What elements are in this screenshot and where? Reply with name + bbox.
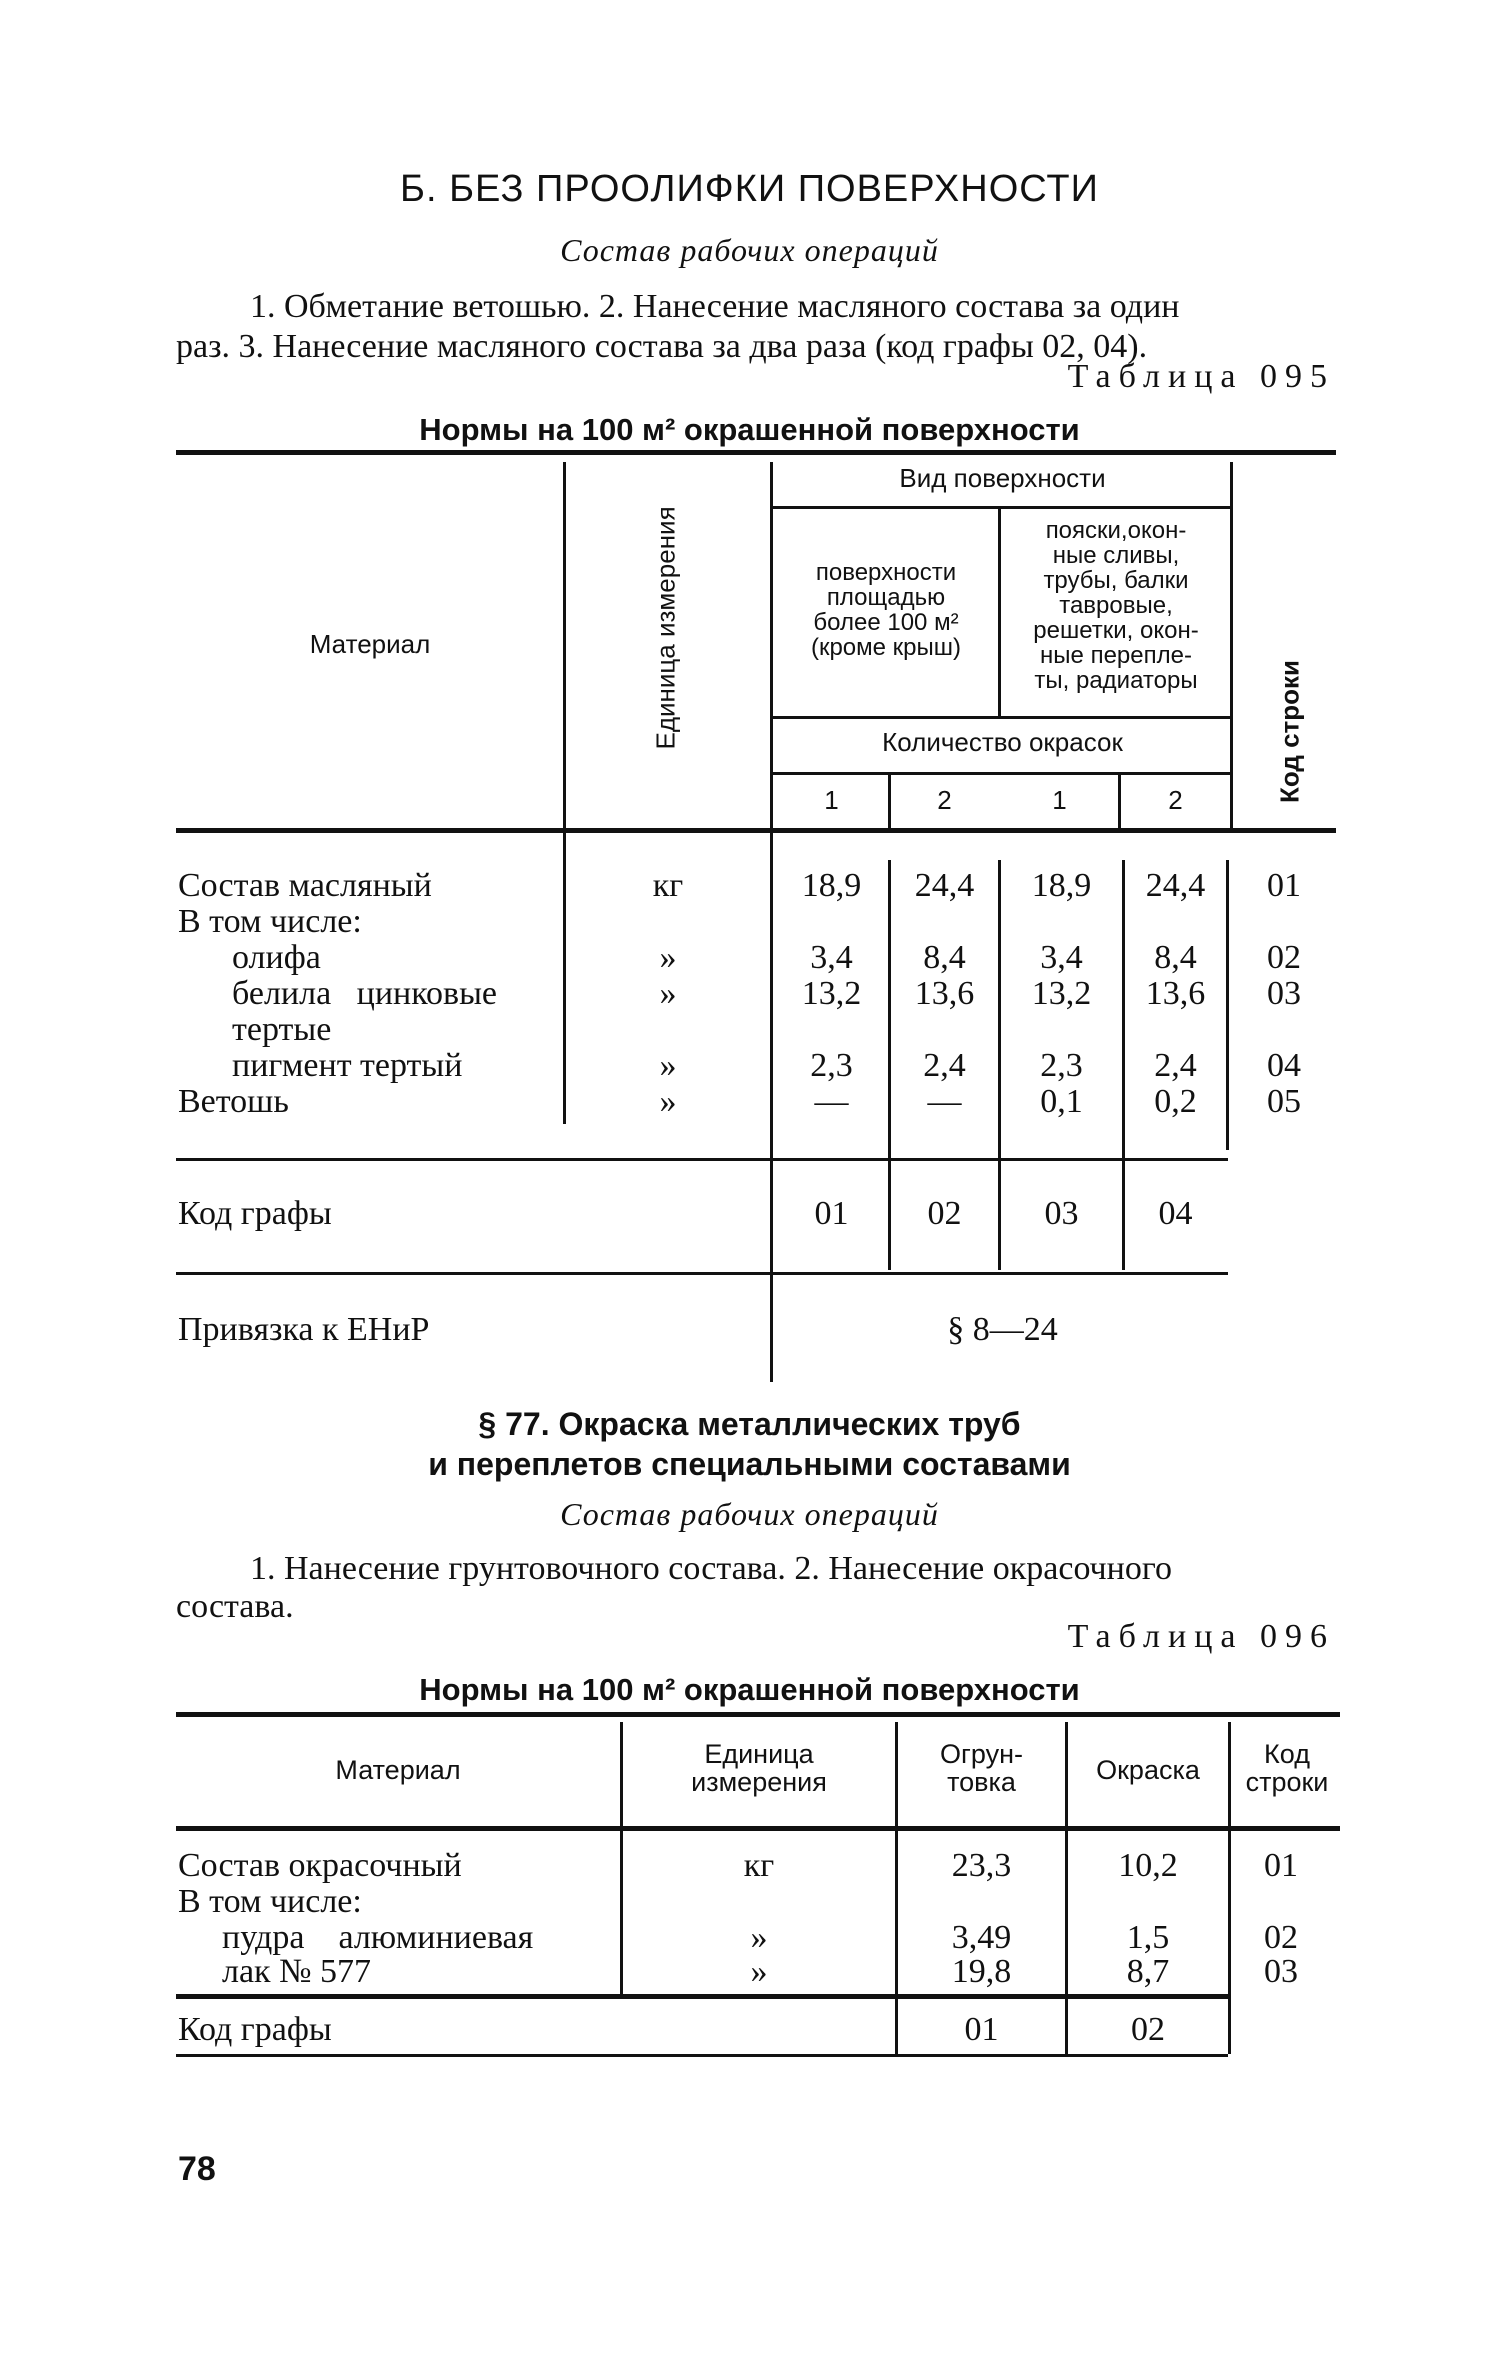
header-coat-b2: 2 bbox=[1168, 785, 1183, 815]
section-77-operations-heading: Состав рабочих операций bbox=[560, 1496, 939, 1532]
header-material: Материал bbox=[309, 629, 431, 659]
operations-text-line1: 1. Обметание ветошью. 2. Нанесение масляного состава за один bbox=[250, 288, 1180, 325]
header-surface-large: поверхности площадью более 100 м² (кроме крыш) bbox=[810, 559, 962, 661]
header-coat-a2: 2 bbox=[937, 785, 952, 815]
header-unit: Единица измерения bbox=[650, 506, 681, 750]
section-77-title: § 77. Окраска металлических труб и переплетов специальными составами bbox=[428, 1406, 1071, 1482]
header-surface-type: Вид поверхности bbox=[899, 463, 1106, 493]
header-row-code: Код строки bbox=[1245, 1739, 1329, 1797]
operations-heading: Состав рабочих операций bbox=[560, 232, 939, 268]
header-coat-a1: 1 bbox=[824, 785, 839, 815]
header-unit: Единица измерения bbox=[691, 1739, 827, 1797]
header-priming: Огрун- товка bbox=[940, 1739, 1023, 1797]
section-title: Б. БЕЗ ПРООЛИФКИ ПОВЕРХНОСТИ bbox=[400, 168, 1099, 210]
header-surface-small-elements: пояски,окон- ные сливы, трубы, балки тавровые, решетки, окон- ные перепле- ты, радиаторы bbox=[1033, 517, 1199, 694]
table-096-caption: Нормы на 100 м² окрашенной поверхности bbox=[419, 1672, 1080, 1707]
header-material: Материал bbox=[335, 1755, 461, 1785]
section-77-operations-line2: состава. bbox=[176, 1588, 294, 1625]
section-77-operations-line1: 1. Нанесение грунтовочного состава. 2. Нанесение окрасочного bbox=[250, 1550, 1172, 1587]
header-coat-b1: 1 bbox=[1052, 785, 1067, 815]
page-number: 78 bbox=[178, 2150, 216, 2188]
header-coats-count: Количество окрасок bbox=[882, 727, 1123, 757]
table-label: Таблица 095 bbox=[1067, 358, 1335, 395]
header-row-code: Код строки bbox=[1274, 659, 1305, 804]
header-painting: Окраска bbox=[1096, 1755, 1200, 1785]
table-096-label: Таблица 096 bbox=[1067, 1618, 1335, 1655]
operations-text-line2: раз. 3. Нанесение масляного состава за два раза (код графы 02, 04). bbox=[176, 328, 1148, 365]
table-caption: Нормы на 100 м² окрашенной поверхности bbox=[419, 412, 1080, 447]
